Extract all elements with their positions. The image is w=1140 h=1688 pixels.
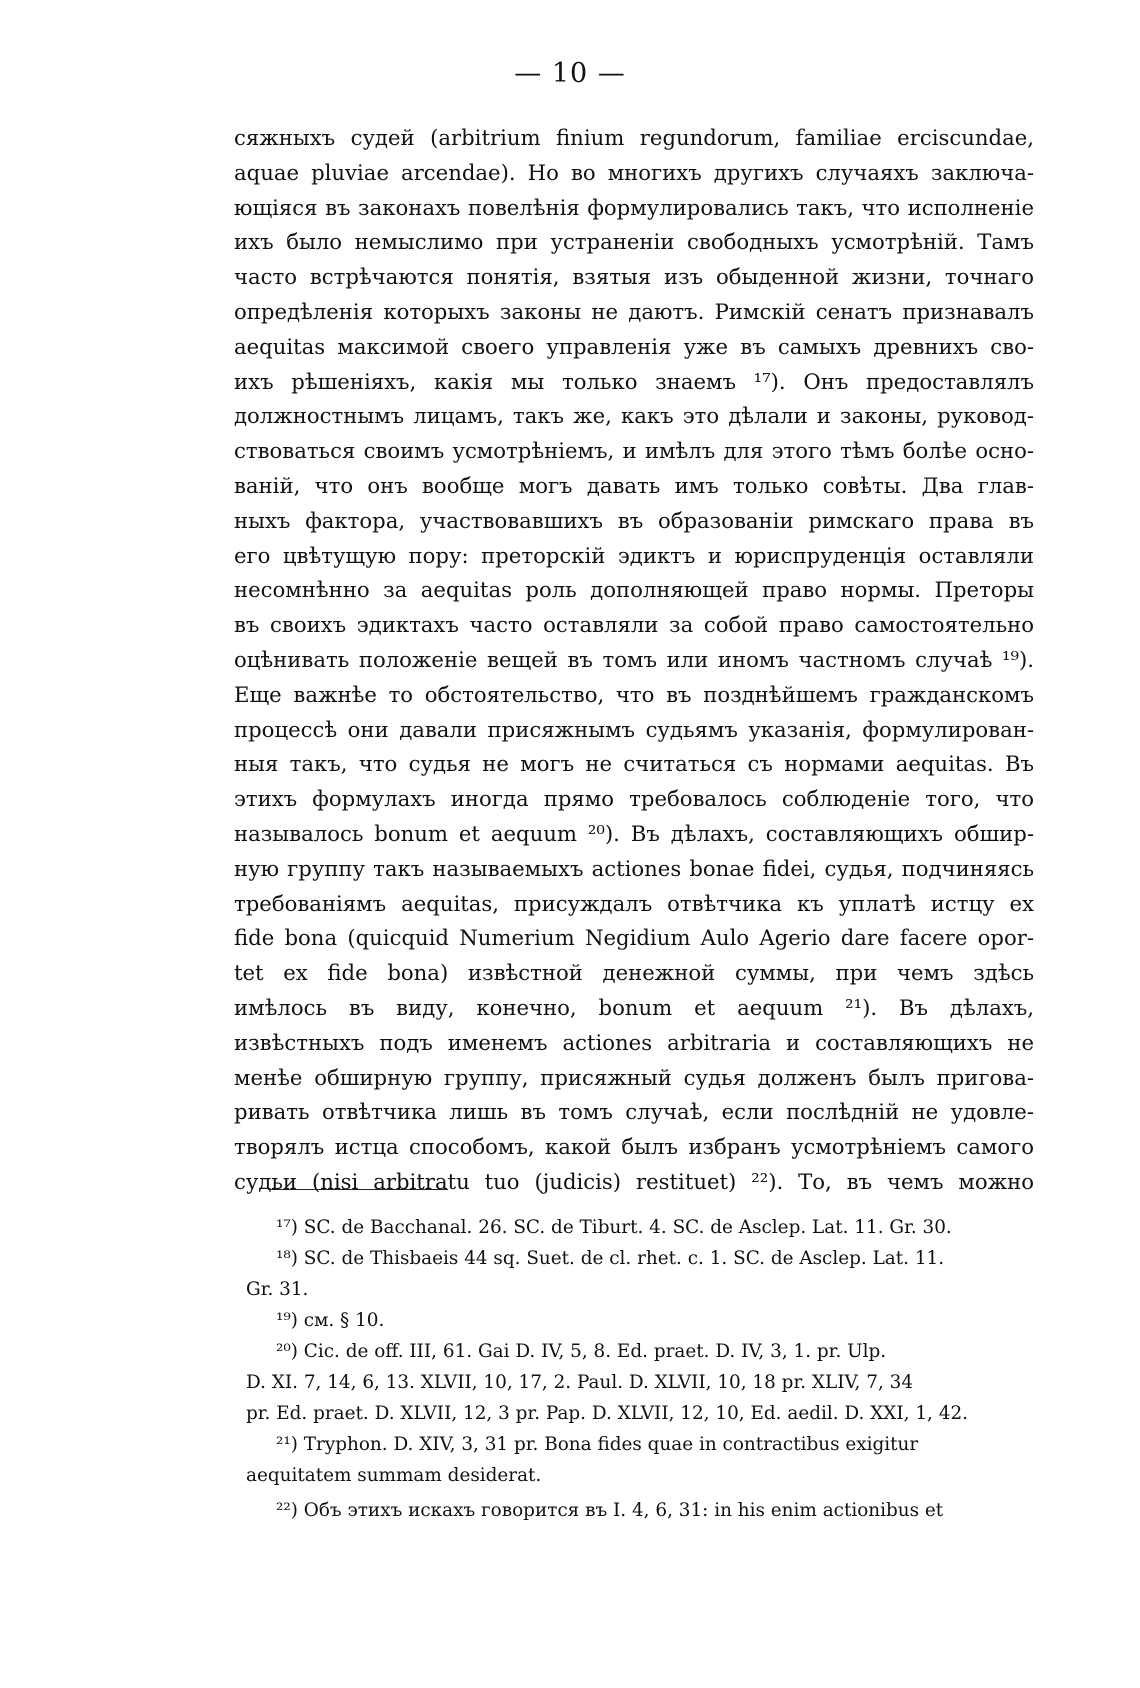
body-line: tet ex fide bona) извѣстной денежной суммы, при чемъ здѣсь bbox=[234, 960, 1034, 986]
body-line: извѣстныхъ подъ именемъ actiones arbitraria и составляющихъ не bbox=[234, 1029, 1034, 1055]
body-line: ривать отвѣтчика лишь въ томъ случаѣ, если послѣдній не удовле- bbox=[234, 1099, 1034, 1125]
body-line: оцѣнивать положеніе вещей въ томъ или иномъ частномъ случаѣ ¹⁹). bbox=[234, 646, 1034, 672]
body-line: ствоваться своимъ усмотрѣніемъ, и имѣлъ для этого тѣмъ болѣе осно- bbox=[234, 438, 1034, 464]
body-line: несомнѣнно за aequitas роль дополняющей право нормы. Преторы bbox=[234, 577, 1034, 603]
footnote-20: ²⁰) Cic. de off. III, 61. Gai D. IV, 5, 8. Ed. praet. D. IV, 3, 1. pr. Ulp. bbox=[276, 1341, 887, 1362]
body-text bbox=[234, 121, 1034, 1200]
body-line: его цвѣтущую пору: преторскій эдиктъ и юриспруденція оставляли bbox=[234, 542, 1034, 568]
body-line: сяжныхъ судей (arbitrium finium regundorum, familiae erciscundae, bbox=[234, 125, 1034, 150]
footnote-20-cont2: pr. Ed. praet. D. XLVII, 12, 3 pr. Pap. D. XLVII, 12, 10, Ed. aedil. D. XXI, 1, 42. bbox=[246, 1403, 968, 1424]
body-line: требованіямъ aequitas, присуждалъ отвѣтчика къ уплатѣ истцу ex bbox=[234, 890, 1034, 916]
body-line: ихъ рѣшеніяхъ, какія мы только знаемъ ¹⁷). Онъ предоставлялъ bbox=[234, 368, 1034, 394]
footnote-20-cont: D. XI. 7, 14, 6, 13. XLVII, 10, 17, 2. Paul. D. XLVII, 10, 18 pr. XLIV, 7, 34 bbox=[246, 1372, 914, 1393]
body-line: часто встрѣчаются понятія, взятыя изъ обыденной жизни, точнаго bbox=[234, 264, 1034, 290]
body-line: ваній, что онъ вообще могъ давать имъ только совѣты. Два глав- bbox=[234, 472, 1034, 498]
body-line: aequitas максимой своего управленія уже въ самыхъ древнихъ сво- bbox=[234, 333, 1034, 359]
body-line: процессѣ они давали присяжнымъ судьямъ указанія, формулирован- bbox=[234, 716, 1034, 742]
body-line: въ своихъ эдиктахъ часто оставляли за собой право самостоятельно bbox=[234, 612, 1034, 638]
body-line: судьи (nisi arbitratu tuo (judicis) restituet) ²²). То, въ чемъ можно bbox=[234, 1168, 1034, 1194]
footnote-21: ²¹) Tryphon. D. XIV, 3, 31 pr. Bona fides quae in contractibus exigitur bbox=[276, 1434, 919, 1455]
footnote-18: ¹⁸) SC. de Thisbaeis 44 sq. Suet. de cl. rhet. c. 1. SC. de Asclep. Lat. 11. bbox=[276, 1248, 945, 1269]
body-line: Еще важнѣе то обстоятельство, что въ позднѣйшемъ гражданскомъ bbox=[234, 681, 1034, 707]
body-line: fide bona (quicquid Numerium Negidium Aulo Agerio dare facere opor- bbox=[234, 925, 1034, 951]
footnotes bbox=[246, 1212, 1041, 1526]
footnote-19: ¹⁹) см. § 10. bbox=[276, 1310, 385, 1331]
body-line: ныхъ фактора, участвовавшихъ въ образованіи римскаго права въ bbox=[234, 507, 1034, 533]
footnote-22: ²²) Объ этихъ искахъ говорится въ I. 4, 6, 31: in his enim actionibus et bbox=[276, 1500, 944, 1521]
footnote-17: ¹⁷) SC. de Bacchanal. 26. SC. de Tiburt. 4. SC. de Asclep. Lat. 11. Gr. 30. bbox=[276, 1217, 952, 1238]
body-line: ную группу такъ называемыхъ actiones bonae fidei, судья, подчиняясь bbox=[234, 855, 1034, 881]
body-line: ихъ было немыслимо при устраненіи свободныхъ усмотрѣній. Тамъ bbox=[234, 229, 1034, 255]
body-line: этихъ формулахъ иногда прямо требовалось соблюденіе того, что bbox=[234, 786, 1034, 812]
body-line: должностнымъ лицамъ, такъ же, какъ это дѣлали и законы, руковод- bbox=[234, 403, 1034, 429]
body-line: опредѣленія которыхъ законы не даютъ. Римскій сенатъ признавалъ bbox=[234, 298, 1034, 324]
footnote-18-cont: Gr. 31. bbox=[246, 1279, 309, 1300]
page-number: — 10 — bbox=[514, 58, 626, 89]
body-line: творялъ истца способомъ, какой былъ избранъ усмотрѣніемъ самого bbox=[234, 1134, 1034, 1160]
body-line: называлось bonum et aequum ²⁰). Въ дѣлахъ, составляющихъ обшир- bbox=[234, 820, 1034, 846]
footnote-separator bbox=[268, 1189, 448, 1190]
footnote-21-cont: aequitatem summam desiderat. bbox=[246, 1465, 542, 1486]
body-line: менѣе обширную группу, присяжный судья долженъ былъ пригова- bbox=[234, 1064, 1034, 1090]
body-line: aquae pluviae arcendae). Но во многихъ другихъ случаяхъ заключа- bbox=[234, 159, 1034, 185]
body-line: имѣлось въ виду, конечно, bonum et aequum ²¹). Въ дѣлахъ, bbox=[234, 994, 1034, 1020]
body-line: ющіяся въ законахъ повелѣнія формулировались такъ, что исполненіе bbox=[234, 194, 1034, 220]
body-line: ныя такъ, что судья не могъ не считаться съ нормами aequitas. Въ bbox=[234, 751, 1034, 777]
